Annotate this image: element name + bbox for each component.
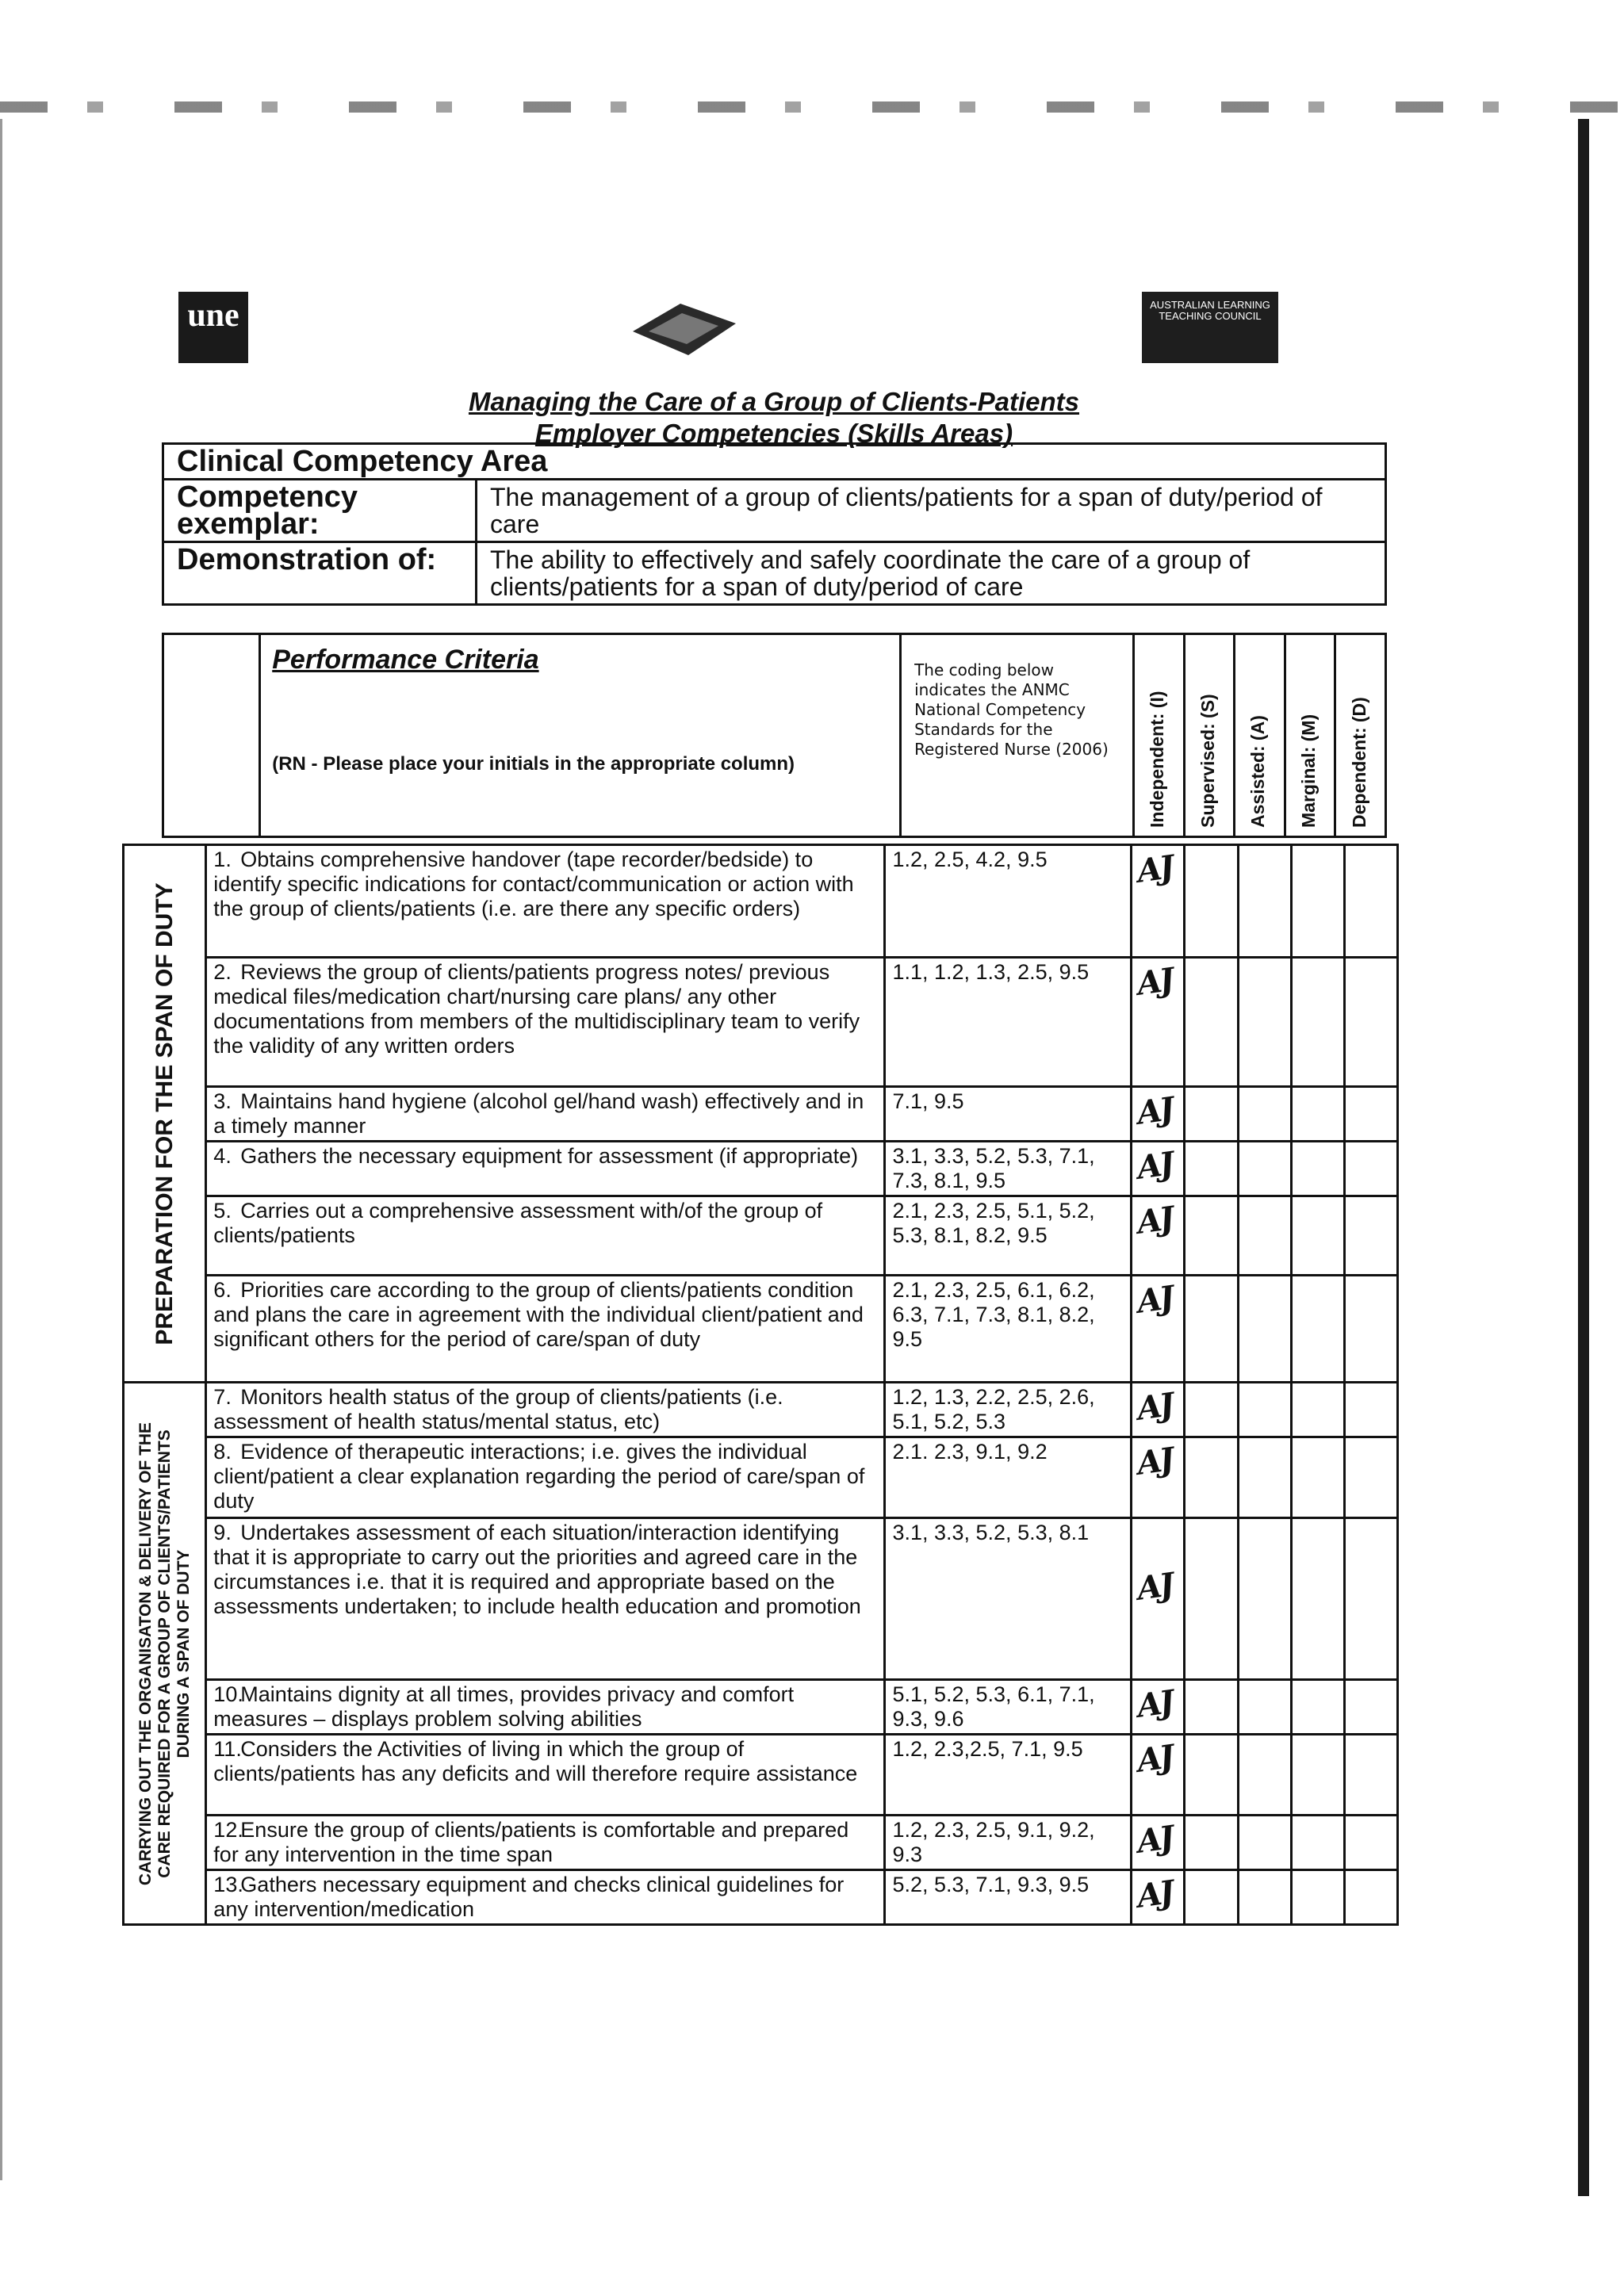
initial-cell-assisted[interactable] [1238,1383,1291,1437]
initials-signature: AJ [1135,1145,1175,1187]
table-row [124,1437,1398,1518]
table-row [124,1870,1398,1925]
initial-cell-dependent[interactable] [1344,1816,1397,1870]
initials-signature: AJ [1135,1441,1175,1483]
initial-cell-assisted[interactable] [1238,845,1291,958]
criterion-codes: 7.1, 9.5 [885,1087,1132,1142]
competency-info-table [162,442,1387,606]
initial-cell-dependent[interactable] [1344,845,1397,958]
initial-cell-supervised[interactable] [1185,1196,1238,1276]
initial-cell-marginal[interactable] [1291,1437,1344,1518]
performance-criteria-title: Performance Criteria [272,645,539,675]
initial-cell-supervised[interactable] [1185,1087,1238,1142]
initial-cell-independent[interactable] [1132,1680,1185,1735]
initial-cell-assisted[interactable] [1238,1735,1291,1816]
initial-cell-supervised[interactable] [1185,845,1238,958]
initial-cell-marginal[interactable] [1291,845,1344,958]
table-row [124,1087,1398,1142]
initial-cell-supervised[interactable] [1185,1680,1238,1735]
table-row [124,1816,1398,1870]
initial-cell-assisted[interactable] [1238,1437,1291,1518]
initials-signature: AJ [1135,1738,1175,1780]
criterion-codes: 1.1, 1.2, 1.3, 2.5, 9.5 [885,958,1132,1087]
criterion-codes: 2.1, 2.3, 2.5, 5.1, 5.2, 5.3, 8.1, 8.2, 9.5 [885,1196,1132,1276]
column-header-marginal: Marginal: (M) [1285,634,1335,837]
rn-instruction: (RN - Please place your initials in the appropriate column) [272,753,795,775]
initial-cell-marginal[interactable] [1291,1870,1344,1925]
initial-cell-marginal[interactable] [1291,1276,1344,1383]
exemplar-value: The management of a group of clients/patients for a span of duty/period of care [477,480,1386,542]
initial-cell-independent[interactable] [1132,1816,1185,1870]
scan-artifact-top [0,101,1624,113]
criterion-codes: 5.2, 5.3, 7.1, 9.3, 9.5 [885,1870,1132,1925]
initial-cell-independent[interactable] [1132,1870,1185,1925]
initial-cell-independent[interactable] [1132,1735,1185,1816]
criterion-text: 11.Considers the Activities of living in which the group of clients/patients has any deficits and will therefore require assistance [206,1735,885,1816]
criterion-text: 7. Monitors health status of the group of clients/patients (i.e. assessment of health status/mental status, etc) [206,1383,885,1437]
criterion-text: 3. Maintains hand hygiene (alcohol gel/hand wash) effectively and in a timely manner [206,1087,885,1142]
initial-cell-dependent[interactable] [1344,1196,1397,1276]
une-logo: une [178,292,248,363]
initial-cell-independent[interactable] [1132,845,1185,958]
criterion-codes: 3.1, 3.3, 5.2, 5.3, 8.1 [885,1518,1132,1680]
initial-cell-supervised[interactable] [1185,958,1238,1087]
competency-area-label: Clinical Competency Area [163,444,1386,480]
page-subtitle: Employer Competencies (Skills Areas) [534,419,1013,448]
initial-cell-marginal[interactable] [1291,1196,1344,1276]
criterion-text: 5. Carries out a comprehensive assessment with/of the group of clients/patients [206,1196,885,1276]
initial-cell-supervised[interactable] [1185,1142,1238,1196]
criterion-codes: 2.1, 2.3, 2.5, 6.1, 6.2, 6.3, 7.1, 7.3, 8.1, 8.2, 9.5 [885,1276,1132,1383]
initial-cell-dependent[interactable] [1344,1735,1397,1816]
initial-cell-supervised[interactable] [1185,1518,1238,1680]
table-row [124,958,1398,1087]
table-row [124,845,1398,958]
column-header-dependent: Dependent: (D) [1335,634,1386,837]
exemplar-label: Competency exemplar: [163,480,477,542]
table-row [124,1518,1398,1680]
initials-signature: AJ [1135,1819,1175,1861]
criterion-text: 13.Gathers necessary equipment and checks clinical guidelines for any intervention/medication [206,1870,885,1925]
section-carrying-out: CARRYING OUT THE ORGANISATON & DELIVERY OF THE CARE REQUIRED FOR A GROUP OF CLIENTS/PATIENTS DURING A SPAN OF DUTY [124,1383,206,1925]
table-row [124,1196,1398,1276]
initial-cell-supervised[interactable] [1185,1276,1238,1383]
criterion-codes: 5.1, 5.2, 5.3, 6.1, 7.1, 9.3, 9.6 [885,1680,1132,1735]
initial-cell-independent[interactable] [1132,1276,1185,1383]
demonstration-label: Demonstration of: [163,542,477,605]
initials-signature: AJ [1135,1566,1175,1608]
performance-criteria-header [260,634,901,837]
initial-cell-assisted[interactable] [1238,1276,1291,1383]
initial-cell-supervised[interactable] [1185,1816,1238,1870]
initial-cell-supervised[interactable] [1185,1735,1238,1816]
criterion-text: 8. Evidence of therapeutic interactions; i.e. gives the individual client/patient a clear explanation regarding the period of care/span of duty [206,1437,885,1518]
initial-cell-marginal[interactable] [1291,1142,1344,1196]
initial-cell-supervised[interactable] [1185,1870,1238,1925]
section-preparation: PREPARATION FOR THE SPAN OF DUTY [124,845,206,1383]
initial-cell-marginal[interactable] [1291,1735,1344,1816]
initial-cell-independent[interactable] [1132,958,1185,1087]
criterion-text: 9. Undertakes assessment of each situation/interaction identifying that it is appropriate to carry out the priorities and agreed care in the circumstances i.e. that it is required and appropriate based on the assessments undertaken; to include health education and promotion [206,1518,885,1680]
initial-cell-independent[interactable] [1132,1087,1185,1142]
initial-cell-assisted[interactable] [1238,1142,1291,1196]
initial-cell-assisted[interactable] [1238,1518,1291,1680]
initial-cell-marginal[interactable] [1291,1087,1344,1142]
initial-cell-dependent[interactable] [1344,1437,1397,1518]
criteria-header-table [162,633,1387,838]
initial-cell-assisted[interactable] [1238,1816,1291,1870]
criterion-text: 6. Priorities care according to the group of clients/patients condition and plans the care in agreement with the individual client/patient and significant others for the period of care/span of duty [206,1276,885,1383]
criterion-codes: 1.2, 1.3, 2.2, 2.5, 2.6, 5.1, 5.2, 5.3 [885,1383,1132,1437]
initial-cell-marginal[interactable] [1291,1383,1344,1437]
altc-logo: AUSTRALIAN LEARNING TEACHING COUNCIL [1142,292,1278,363]
initials-signature: AJ [1135,1873,1175,1915]
criterion-text: 2. Reviews the group of clients/patients progress notes/ previous medical files/medication chart/nursing care plans/ any other documentations from members of the multidisciplinary team to verify the validity of any written orders [206,958,885,1087]
table-row [124,1383,1398,1437]
initial-cell-independent[interactable] [1132,1518,1185,1680]
initials-signature: AJ [1135,848,1175,890]
coding-note: The coding below indicates the ANMC National Competency Standards for the Registered Nurse (2006) [901,634,1134,837]
initial-cell-supervised[interactable] [1185,1437,1238,1518]
initials-signature: AJ [1135,1200,1175,1242]
initial-cell-dependent[interactable] [1344,1383,1397,1437]
initial-cell-dependent[interactable] [1344,1276,1397,1383]
initial-cell-assisted[interactable] [1238,1870,1291,1925]
initial-cell-marginal[interactable] [1291,1518,1344,1680]
criteria-table [122,844,1399,1926]
center-logo-icon [625,292,744,363]
initial-cell-dependent[interactable] [1344,1518,1397,1680]
initial-cell-dependent[interactable] [1344,958,1397,1087]
initial-cell-assisted[interactable] [1238,958,1291,1087]
header-blank-cell [163,634,260,837]
initial-cell-marginal[interactable] [1291,1680,1344,1735]
criterion-codes: 1.2, 2.3,2.5, 7.1, 9.5 [885,1735,1132,1816]
initial-cell-assisted[interactable] [1238,1680,1291,1735]
initial-cell-independent[interactable] [1132,1196,1185,1276]
initial-cell-dependent[interactable] [1344,1087,1397,1142]
initial-cell-independent[interactable] [1132,1383,1185,1437]
initials-signature: AJ [1135,1386,1175,1428]
criterion-codes: 1.2, 2.5, 4.2, 9.5 [885,845,1132,958]
initials-signature: AJ [1135,961,1175,1003]
criterion-text: 12.Ensure the group of clients/patients is comfortable and prepared for any intervention in the time span [206,1816,885,1870]
initial-cell-dependent[interactable] [1344,1680,1397,1735]
criterion-codes: 1.2, 2.3, 2.5, 9.1, 9.2, 9.3 [885,1816,1132,1870]
initial-cell-independent[interactable] [1132,1142,1185,1196]
initial-cell-independent[interactable] [1132,1437,1185,1518]
demonstration-value: The ability to effectively and safely coordinate the care of a group of clients/patients for a span of duty/period of care [477,542,1386,605]
initial-cell-assisted[interactable] [1238,1087,1291,1142]
initial-cell-supervised[interactable] [1185,1383,1238,1437]
initial-cell-marginal[interactable] [1291,958,1344,1087]
criterion-codes: 3.1, 3.3, 5.2, 5.3, 7.1, 7.3, 8.1, 9.5 [885,1142,1132,1196]
criterion-text: 10.Maintains dignity at all times, provides privacy and comfort measures – displays problem solving abilities [206,1680,885,1735]
column-header-independent: Independent: (I) [1133,634,1184,837]
initial-cell-dependent[interactable] [1344,1142,1397,1196]
table-row [124,1276,1398,1383]
initials-signature: AJ [1135,1683,1175,1725]
initial-cell-dependent[interactable] [1344,1870,1397,1925]
column-header-assisted: Assisted: (A) [1235,634,1285,837]
criterion-text: 4. Gathers the necessary equipment for assessment (if appropriate) [206,1142,885,1196]
table-row [124,1735,1398,1816]
table-row [124,1680,1398,1735]
initials-signature: AJ [1135,1279,1175,1321]
table-row [124,1142,1398,1196]
column-header-supervised: Supervised: (S) [1184,634,1235,837]
initial-cell-assisted[interactable] [1238,1196,1291,1276]
criterion-text: 1. Obtains comprehensive handover (tape recorder/bedside) to identify specific indications for contact/communication or action with the group of clients/patients (i.e. are there any specific orders) [206,845,885,958]
initial-cell-marginal[interactable] [1291,1816,1344,1870]
initials-signature: AJ [1135,1090,1175,1132]
page-title: Managing the Care of a Group of Clients-Patients [468,387,1080,416]
criterion-codes: 2.1. 2.3, 9.1, 9.2 [885,1437,1132,1518]
